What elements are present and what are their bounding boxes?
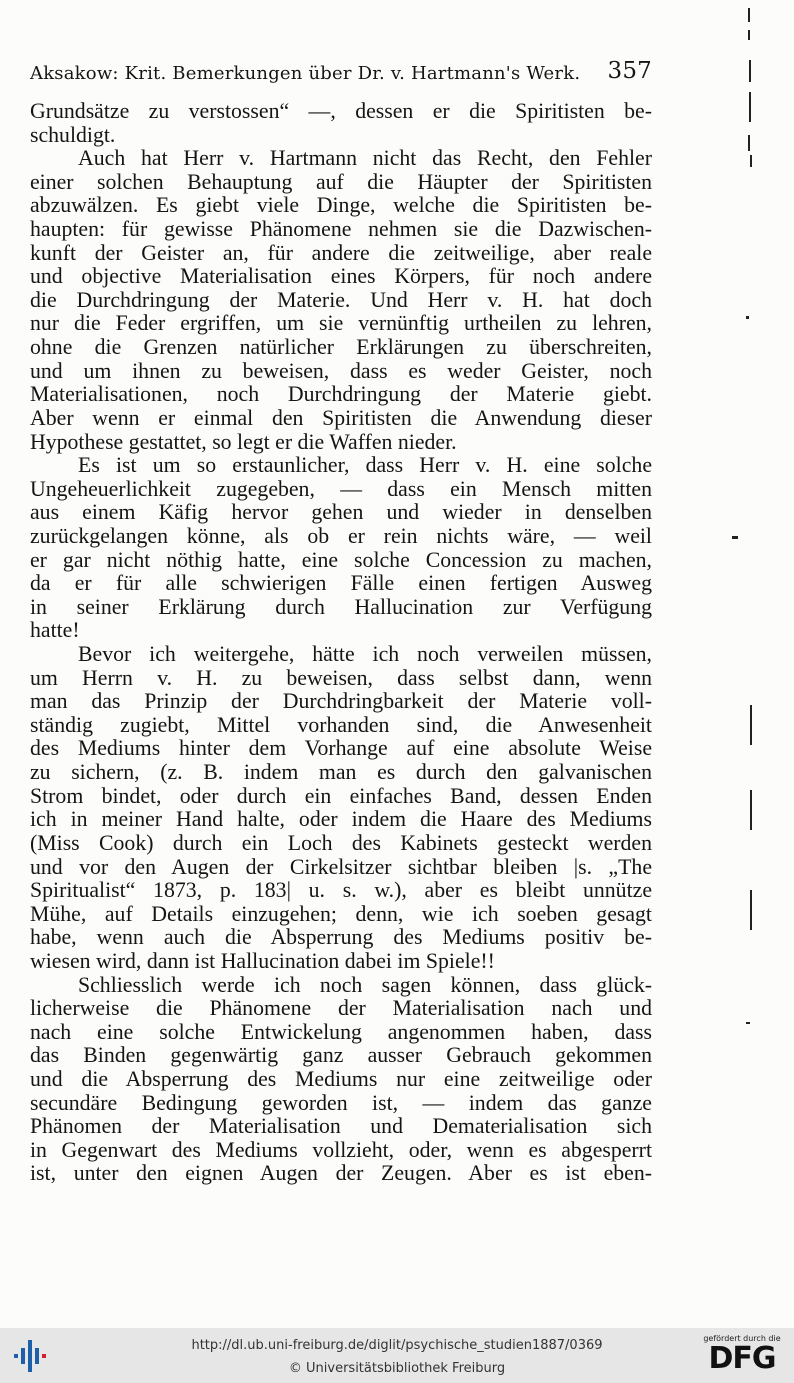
text-line: (Miss Cook) durch ein Loch des Kabinets gesteckt werden	[30, 830, 652, 855]
body-text	[30, 100, 652, 1186]
text-line: zu sichern, (z. B. indem man es durch den galvanischen	[30, 760, 652, 785]
scan-mark	[748, 135, 750, 151]
text-line: secundäre Bedingung geworden ist, — indem das ganze	[30, 1090, 652, 1115]
footer-url[interactable]: http://dl.ub.uni-freiburg.de/diglit/psychische_studien1887/0369	[191, 1338, 603, 1353]
text-line: nach eine solche Entwickelung angenommen haben, dass	[30, 1019, 652, 1044]
margin-scan-marks	[740, 0, 770, 1320]
scan-mark	[749, 60, 751, 82]
footer-bar	[0, 1328, 794, 1383]
text-line: ohne die Grenzen natürlicher Erklärungen zu überschreiten,	[30, 335, 652, 360]
text-line: man das Prinzip der Durchdringbarkeit der Materie voll-	[30, 689, 652, 714]
text-line: Spiritualist“ 1873, p. 183| u. s. w.), aber es bleibt unnütze	[30, 878, 652, 903]
text-line: Phänomen der Materialisation und Dematerialisation sich	[30, 1114, 652, 1139]
text-line: Es ist um so erstaunlicher, dass Herr v. H. eine solche	[78, 453, 652, 478]
dfg-tagline: gefördert durch die	[703, 1334, 781, 1343]
scan-mark	[750, 705, 752, 745]
scan-mark	[748, 8, 750, 22]
scan-mark	[749, 92, 751, 122]
scan-mark	[746, 1022, 750, 1024]
text-line: aus einem Käfig hervor gehen und wieder in denselben	[30, 500, 652, 525]
text-line: Materialisationen, noch Durchdringung der Materie giebt.	[30, 382, 652, 407]
page-number: 357	[607, 58, 652, 84]
footer-copyright: © Universitätsbibliothek Freiburg	[288, 1361, 506, 1376]
scan-mark	[750, 155, 752, 167]
text-line: ich in meiner Hand halte, oder indem die Haare des Mediums	[30, 807, 652, 832]
text-line: haupten: für gewisse Phänomene nehmen sie die Dazwischen-	[30, 217, 652, 242]
text-line: abzuwälzen. Es giebt viele Dinge, welche die Spiritisten be-	[30, 193, 652, 218]
text-line: einer solchen Behauptung auf die Häupter der Spiritisten	[30, 169, 652, 194]
text-line: und die Absperrung des Mediums nur eine zeitweilige oder	[30, 1066, 652, 1091]
dfg-logo	[700, 1334, 784, 1378]
scan-mark	[746, 316, 749, 319]
scan-mark	[748, 30, 750, 40]
text-line: Grundsätze zu verstossen“ —, dessen er die Spiritisten be-	[30, 99, 652, 123]
text-line: das Binden gegenwärtig ganz ausser Gebrauch gekommen	[30, 1043, 652, 1068]
text-line: in Gegenwart des Mediums vollzieht, oder, wenn es abgesperrt	[30, 1137, 652, 1162]
scan-mark	[732, 536, 738, 539]
text-line: wiesen wird, dann ist Hallucination dabei im Spiele!!	[30, 948, 495, 973]
text-line: in seiner Erklärung durch Hallucination zur Verfügung	[30, 594, 652, 619]
text-line: hatte!	[30, 618, 80, 643]
text-line: Aber wenn er einmal den Spiritisten die Anwendung dieser	[30, 405, 652, 430]
text-line: und um ihnen zu beweisen, dass es weder Geister, noch	[30, 358, 652, 383]
text-line: und objective Materialisation eines Körpers, für noch andere	[30, 264, 652, 289]
text-line: licherweise die Phänomene der Materialisation nach und	[30, 996, 652, 1021]
dfg-logo-text: DFG	[708, 1341, 776, 1376]
text-line: kunft der Geister an, für andere die zeitweilige, aber reale	[30, 240, 652, 265]
text-line: Schliesslich werde ich noch sagen können, dass glück-	[78, 972, 652, 997]
text-line: des Mediums hinter dem Vorhange auf eine absolute Weise	[30, 736, 652, 761]
text-line: die Durchdringung der Materie. Und Herr v. H. hat doch	[30, 287, 652, 312]
scan-mark	[750, 890, 752, 930]
text-line: schuldigt.	[30, 122, 116, 147]
text-line: Ungeheuerlichkeit zugegeben, — dass ein Mensch mitten	[30, 476, 652, 501]
text-line: ist, unter den eignen Augen der Zeugen. Aber es ist eben-	[30, 1161, 652, 1186]
text-line: Bevor ich weitergehe, hätte ich noch verweilen müssen,	[78, 642, 652, 667]
running-title: Aksakow: Krit. Bemerkungen über Dr. v. Hartmann's Werk.	[30, 63, 581, 84]
text-line: um Herrn v. H. zu beweisen, dass selbst dann, wenn	[30, 665, 652, 690]
text-line: nur die Feder ergriffen, um sie vernünftig urtheilen zu lehren,	[30, 311, 652, 336]
text-line: Hypothese gestattet, so legt er die Waffen nieder.	[30, 429, 457, 454]
text-line: er gar nicht nöthig hatte, eine solche Concession zu machen,	[30, 547, 652, 572]
text-line: habe, wenn auch die Absperrung des Mediums positiv be-	[30, 925, 652, 950]
text-line: ständig zugiebt, Mittel vorhanden sind, die Anwesenheit	[30, 712, 652, 737]
text-line: Mühe, auf Details einzugehen; denn, wie ich soeben gesagt	[30, 901, 652, 926]
text-line: zurückgelangen könne, als ob er rein nichts wäre, — weil	[30, 523, 652, 548]
scan-mark	[750, 790, 752, 830]
running-header	[30, 58, 652, 88]
text-line: und vor den Augen der Cirkelsitzer sichtbar bleiben |s. „The	[30, 854, 652, 879]
text-line: Strom bindet, oder durch ein einfaches Band, dessen Enden	[30, 783, 652, 808]
text-line: da er für alle schwierigen Fälle einen fertigen Ausweg	[30, 571, 652, 596]
text-line: Auch hat Herr v. Hartmann nicht das Recht, den Fehler	[78, 146, 652, 171]
